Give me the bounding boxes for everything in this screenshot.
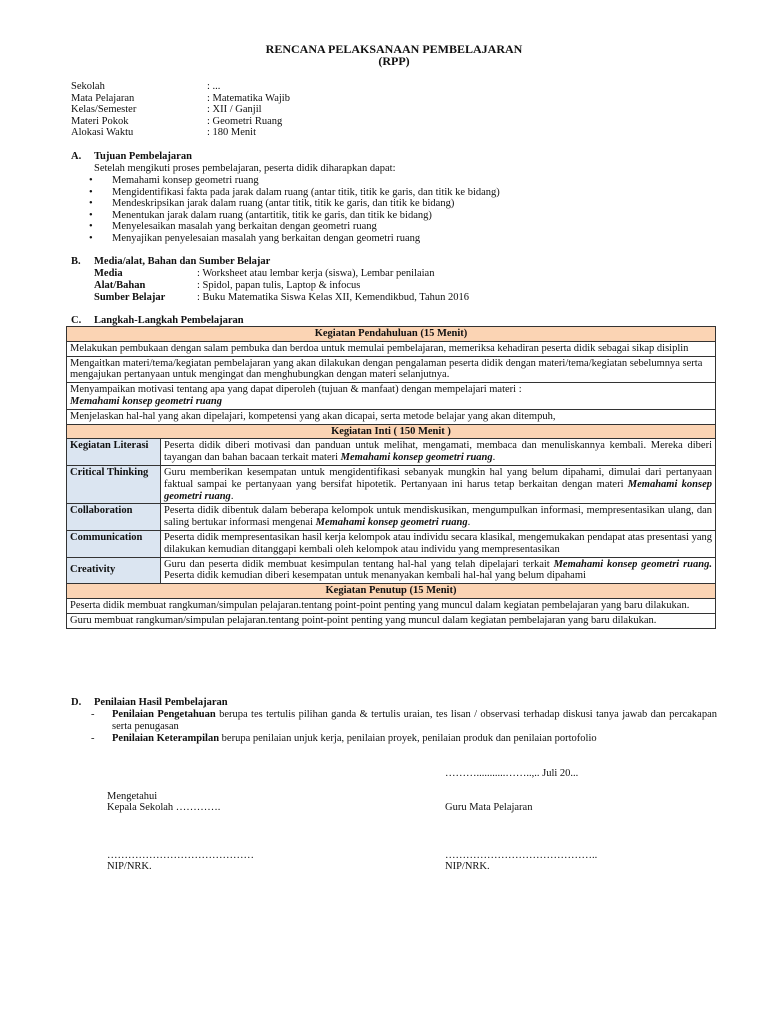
info-value: : 180 Menit (207, 127, 256, 138)
table-row (67, 530, 716, 557)
info-label: Materi Pokok (71, 116, 129, 127)
media-label: Alat/Bahan (94, 280, 146, 291)
row-label: Creativity (67, 557, 161, 584)
section-a-intro: Setelah mengikuti proses pembelajaran, peserta didik diharapkan dapat: (94, 163, 396, 174)
table-cell: Guru membuat rangkuman/simpulan pelajaran.tentang point-point penting yang muncul dalam kegiatan pembelajaran yang baru dilakukan. (67, 613, 716, 628)
signature-kepala-sekolah: Kepala Sekolah …………. (107, 802, 221, 813)
signature-mengetahui: Mengetahui (107, 791, 158, 802)
signature-line-left: …………………………………… (107, 850, 254, 861)
cell-emphasis: Memahami konsep geometri ruang (340, 452, 493, 464)
section-letter: A. (71, 151, 82, 162)
table-cell (161, 557, 716, 584)
document-subtitle: (RPP) (378, 54, 410, 68)
media-value: : Worksheet atau lembar kerja (siswa), Lembar penilaian (197, 268, 435, 279)
motivation-text: Menyampaikan motivasi tentang apa yang dapat diperoleh (tujuan & manfaat) dengan mempelajari materi : (70, 384, 522, 396)
signature-line-right: …………………………………….. (445, 850, 598, 861)
section-letter: D. (71, 697, 82, 708)
table-cell (161, 530, 716, 557)
list-item (89, 733, 717, 745)
penutup-header: Kegiatan Penutup (15 Menit) (67, 584, 716, 599)
list-item: • Menyelesaikan masalah yang berkaitan dengan geometri ruang (89, 221, 500, 233)
table-row (67, 356, 716, 383)
table-cell: Menjelaskan hal-hal yang akan dipelajari, kompetensi yang akan dicapai, serta metode belajar yang akan ditempuh, (67, 409, 716, 424)
assessment-text: berupa penilaian unjuk kerja, penilaian proyek, penilaian produk dan penilaian portofolio (219, 732, 597, 744)
list-item: • Memahami konsep geometri ruang (89, 175, 500, 187)
cell-tail: . (467, 517, 471, 529)
info-label: Sekolah (71, 81, 105, 92)
cell-text: Peserta didik dibentuk dalam beberapa kelompok untuk mendiskusikan, mengumpulkan informasi, mempresentasikan ulang, dan saling bertukar informasi mengenai (164, 505, 712, 529)
list-item: • Mendeskripsikan jarak dalam ruang (antar titik, titik ke garis, dan titik ke bidang) (89, 198, 500, 210)
table-cell (161, 504, 716, 531)
table-row (67, 613, 716, 628)
list-item: • Mengidentifikasi fakta pada jarak dalam ruang (antar titik, titik ke garis, dan titik ke bidang) (89, 187, 500, 199)
table-cell: Peserta didik membuat rangkuman/simpulan pelajaran.tentang point-point penting yang muncul dalam kegiatan pembelajaran yang baru dilakukan. (67, 598, 716, 613)
media-label: Sumber Belajar (94, 292, 166, 303)
cell-text: Peserta didik mempresentasikan hasil kerja kelompok atau individu secara klasikal, mengemukakan pendapat atas presentasi yang dilakukan kemudian ditanggapi kembali oleh kelompok atau individu yang mempresentasikan (164, 531, 712, 555)
list-item: • Menyajikan penyelesaian masalah yang berkaitan dengan geometri ruang (89, 233, 500, 245)
info-label: Alokasi Waktu (71, 127, 134, 138)
info-label: Kelas/Semester (71, 104, 137, 115)
table-row (67, 504, 716, 531)
list-item (89, 709, 717, 733)
section-d-heading (71, 697, 228, 709)
section-title: Media/alat, Bahan dan Sumber Belajar (94, 256, 271, 267)
table-row (67, 341, 716, 356)
assessment-type: Penilaian Keterampilan (112, 732, 220, 744)
section-letter: B. (71, 256, 81, 267)
signature-guru: Guru Mata Pelajaran (445, 802, 533, 813)
row-label: Collaboration (67, 504, 161, 531)
assessment-list (89, 709, 717, 744)
section-title: Langkah-Langkah Pembelajaran (94, 315, 244, 326)
cell-text: Guru memberikan kesempatan untuk mengidentifikasi sebanyak mungkin hal yang belum dipahami, dimulai dari pertanyaan faktual sampai ke pertanyaan yang bersifat hipotetik. Pertanyaan ini harus tetap berkaitan dengan materi (164, 466, 712, 490)
document-title: RENCANA PELAKSANAAN PEMBELAJARAN (265, 42, 523, 56)
cell-text: Peserta didik diberi motivasi dan panduan untuk melihat, mengamati, membaca dan menuliskannya kembali. Mereka diberi tayangan dan bahan bacaan terkait materi (164, 440, 712, 464)
table-row (67, 383, 716, 410)
nip-right: NIP/NRK. (445, 861, 490, 872)
cell-tail: . (230, 490, 234, 502)
section-title: Tujuan Pembelajaran (94, 151, 192, 162)
table-cell (67, 383, 716, 410)
inti-header: Kegiatan Inti ( 150 Menit ) (67, 424, 716, 439)
media-value: : Spidol, papan tulis, Laptop & infocus (197, 280, 361, 291)
table-row (67, 439, 716, 466)
table-cell (161, 465, 716, 503)
table-row (67, 557, 716, 584)
cell-tail: Peserta didik kemudian diberi kesempatan untuk menanyakan kembali hal-hal yang belum dipahami (164, 570, 586, 582)
cell-emphasis: Memahami konsep geometri ruang (164, 478, 712, 502)
nip-left: NIP/NRK. (107, 861, 152, 872)
table-row (67, 327, 716, 342)
section-title: Penilaian Hasil Pembelajaran (94, 697, 228, 708)
section-letter: C. (71, 315, 82, 326)
media-value: : Buku Matematika Siswa Kelas XII, Kemendikbud, Tahun 2016 (197, 292, 470, 303)
cell-tail: . (492, 452, 496, 464)
media-label: Media (94, 268, 123, 279)
table-row (67, 598, 716, 613)
table-row (67, 409, 716, 424)
cell-emphasis: Memahami konsep geometri ruang (315, 517, 468, 529)
table-row (67, 465, 716, 503)
list-item: • Menentukan jarak dalam ruang (antartitik, titik ke garis, dan titik ke bidang) (89, 210, 500, 222)
objectives-list (89, 175, 500, 245)
info-value: : Geometri Ruang (207, 116, 283, 127)
table-row (67, 424, 716, 439)
info-label: Mata Pelajaran (71, 93, 135, 104)
signature-date: ………...........……..,.. Juli 20... (445, 768, 579, 779)
section-a-heading (71, 151, 192, 163)
assessment-type: Penilaian Pengetahuan (112, 709, 216, 720)
table-cell: Melakukan pembukaan dengan salam pembuka dan berdoa untuk memulai pembelajaran, memeriksa kehadiran peserta didik sebagai sikap disiplin (67, 341, 716, 356)
learning-steps-table (66, 326, 716, 629)
row-label: Communication (67, 530, 161, 557)
assessment-text: berupa tes tertulis pilihan ganda & tertulis uraian, tes lisan / observasi terhadap diskusi tanya jawab dan percakapan serta penugasan (112, 709, 717, 732)
section-b-heading (71, 256, 270, 268)
row-label: Critical Thinking (67, 465, 161, 503)
table-row (67, 584, 716, 599)
cell-emphasis: Memahami konsep geometri ruang. (553, 558, 712, 570)
info-value: : XII / Ganjil (207, 104, 262, 115)
row-label: Kegiatan Literasi (67, 439, 161, 466)
table-cell: Mengaitkan materi/tema/kegiatan pembelajaran yang akan dilakukan dengan pengalaman peserta didik dengan materi/tema/kegiatan sebelumnya serta mengajukan pertanyaan untuk mengingat dan menghubungkan dengan materi selanjutnya. (67, 356, 716, 383)
info-value: : Matematika Wajib (207, 93, 290, 104)
table-cell (161, 439, 716, 466)
motivation-topic: Memahami konsep geometri ruang (70, 395, 222, 407)
info-value: : ... (207, 81, 221, 92)
cell-text: Guru dan peserta didik membuat kesimpulan tentang hal-hal yang telah dipelajari terkait (164, 558, 554, 570)
pendahuluan-header: Kegiatan Pendahuluan (15 Menit) (67, 327, 716, 342)
